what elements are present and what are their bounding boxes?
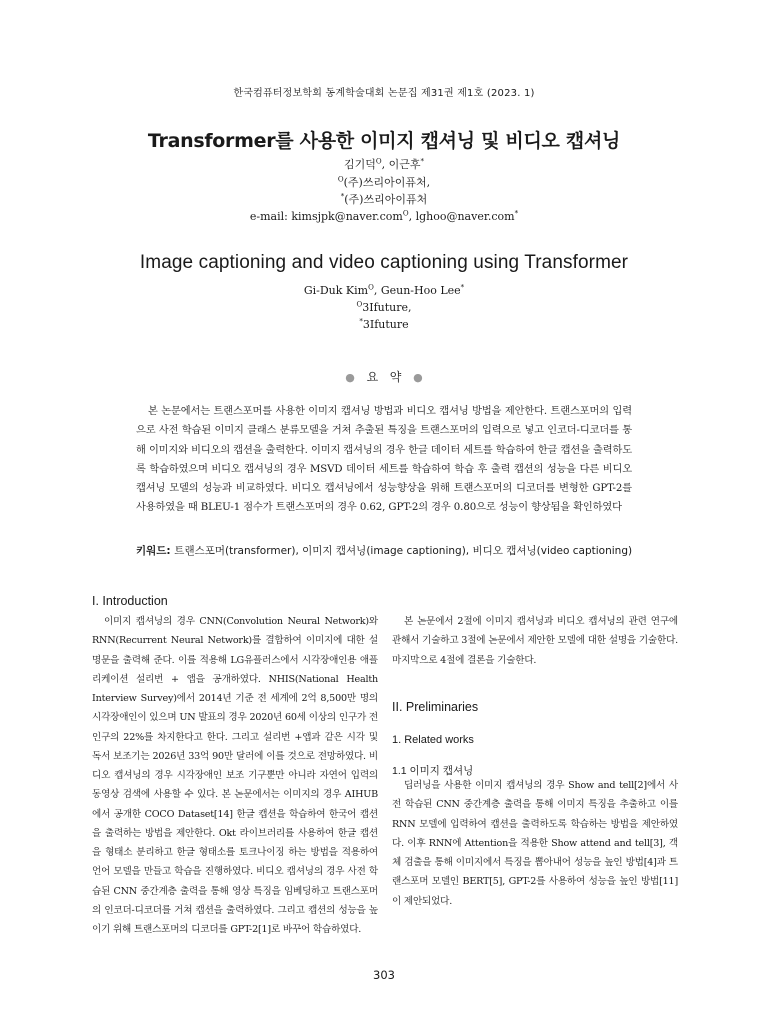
abstract-body: 본 논문에서는 트랜스포머를 사용한 이미지 캡셔닝 방법과 비디오 캡셔닝 방법을 제안한다. 트랜스포머의 입력으로 사전 학습된 이미지 클래스 분류모델을 거쳐 추출된 특징을 트랜스포머의 입력으로 넣고 인코더-디코더를 통해 이미지와 비디오의 캡션을 출력한다. 이미지 캡셔닝의 경우 한글 데이터 세트를 학습하여 한글 캡션을 출력하도록 학습하였으며 비디오 캡셔닝의 경우 MSVD 데이터 세트를 학습하여 학습 후 출력 캡션의 성능을 다른 비디오 캡셔닝 모델의 성능과 비교하였다. 비디오 캡셔닝에서 성능향상을 위해 트랜스포머의 디코더를 변형한 GPT-2를 사용하였을 때 BLEU-1 점수가 트랜스포머의 경우 0.62, GPT-2의 경우 0.80으로 성능이 향상됨을 확인하였다: [136, 406, 632, 514]
english-affiliation-1: $^O$3Ifuture,: [356, 300, 412, 314]
korean-affiliation-2: *(주)쓰리아이퓨처: [340, 192, 428, 206]
abstract-heading-text: 요 약: [366, 370, 402, 384]
korean-affiliation-1: $^O$(주)쓰리아이퓨처,: [337, 175, 431, 189]
section-heading-introduction: I. Introduction: [92, 594, 168, 608]
english-authors: Gi-Duk Kim$^O$, Geun-Hoo Lee*: [303, 283, 465, 297]
abstract-heading: [0, 368, 768, 385]
english-title: Image captioning and video captioning using Transformer: [139, 252, 629, 273]
korean-authors: 김기덕$^O$, 이근후*: [343, 157, 424, 171]
subsubsection-heading-image-captioning: 1.1 이미지 캡셔닝: [392, 765, 474, 777]
author-emails: e-mail: kimsjpk@naver.com$^O$, lghoo@naver.com*: [249, 209, 519, 223]
bullet-icon: ●: [345, 371, 355, 384]
keywords-text: 트랜스포머(transformer), 이미지 캡셔닝(image captioning), 비디오 캡셔닝(video captioning): [174, 545, 633, 557]
keywords: [136, 543, 646, 558]
paper-outline-paragraph: 본 논문에서 2절에 이미지 캡셔닝과 비디오 캡셔닝의 관련 연구에 관해서 기술하고 3절에 논문에서 제안한 모델에 대한 설명을 기술한다. 마지막으로 4절에 결론을 기술한다.: [392, 616, 678, 666]
subsection-heading-related-works: 1. Related works: [392, 734, 474, 746]
english-affiliation-2: *3Ifuture: [359, 317, 409, 331]
bullet-icon: ●: [413, 371, 423, 384]
section-heading-preliminaries: II. Preliminaries: [392, 700, 479, 714]
running-head: 한국컴퓨터정보학회 동계학술대회 논문집 제31권 제1호 (2023. 1): [233, 88, 535, 99]
page-number: 303: [373, 968, 395, 982]
korean-title: Transformer를 사용한 이미지 캡셔닝 및 비디오 캡셔닝: [147, 130, 621, 152]
keywords-label: 키워드:: [136, 545, 175, 557]
introduction-body: 이미지 캡셔닝의 경우 CNN(Convolution Neural Network)와 RNN(Recurrent Neural Network)를 결합하여 이미지에 대한 설명문을 출력해 준다. 이를 적용해 LG유플러스에서 시각장애인용 애플리케이션 설리번 + 앱을 공개하였다. NHIS(National Health Interview Survey)에서 2014년 기준 전 세계에 2억 8,500만 명의 시각장애인이 있으며 UN 발표의 경우 2020년 60세 이상의 인구가 전 인구의 22%를 차지한다고 한다. 그리고 설리번 +앱과 같은 시각 및 독서 보조기는 2026년 33억 90만 달러에 이를 것으로 전망하였다. 비디오 캡셔닝의 경우 시각장애인 보조 기구뿐만 아니라 자연어 입력의 동영상 검색에 사용할 수 있다. 본 논문에서는 이미지의 경우 AIHUB에서 공개한 COCO Dataset[14] 한글 캡션을 학습하여 한국어 캡션을 출력하는 방법을 제안한다. Okt 라이브러리를 사용하여 한글 캡션을 형태소 분리하고 한글 형태소를 토크나이징 하는 방법을 적용하여 언어 모델을 만들고 학습을 진행하였다. 비디오 캡셔닝의 경우 사전 학습된 CNN 중간계층 출력을 통해 영상 특징을 임베딩하고 트랜스포머의 인코더-디코더를 거쳐 캡션을 출력하였다. 그리고 캡션의 성능을 높이기 위해 트랜스포머의 디코더를 GPT-2[1]로 바꾸어 학습하였다.: [92, 616, 378, 935]
image-captioning-body: 딥러닝을 사용한 이미지 캡셔닝의 경우 Show and tell[2]에서 사전 학습된 CNN 중간계층 출력을 통해 이미지 특징을 추출하고 이를 RNN 모델에 입력하여 캡션을 출력하도록 학습하는 방법을 제안하였다. 이후 RNN에 Attention을 적용한 Show attend and tell[3], 객체 검출을 통해 이미지에서 특징을 뽑아내어 성능을 높인 방법[4]과 트랜스포머 모델인 BERT[5], GPT-2를 사용하여 성능을 높인 방법[11]이 제안되었다.: [392, 780, 678, 907]
